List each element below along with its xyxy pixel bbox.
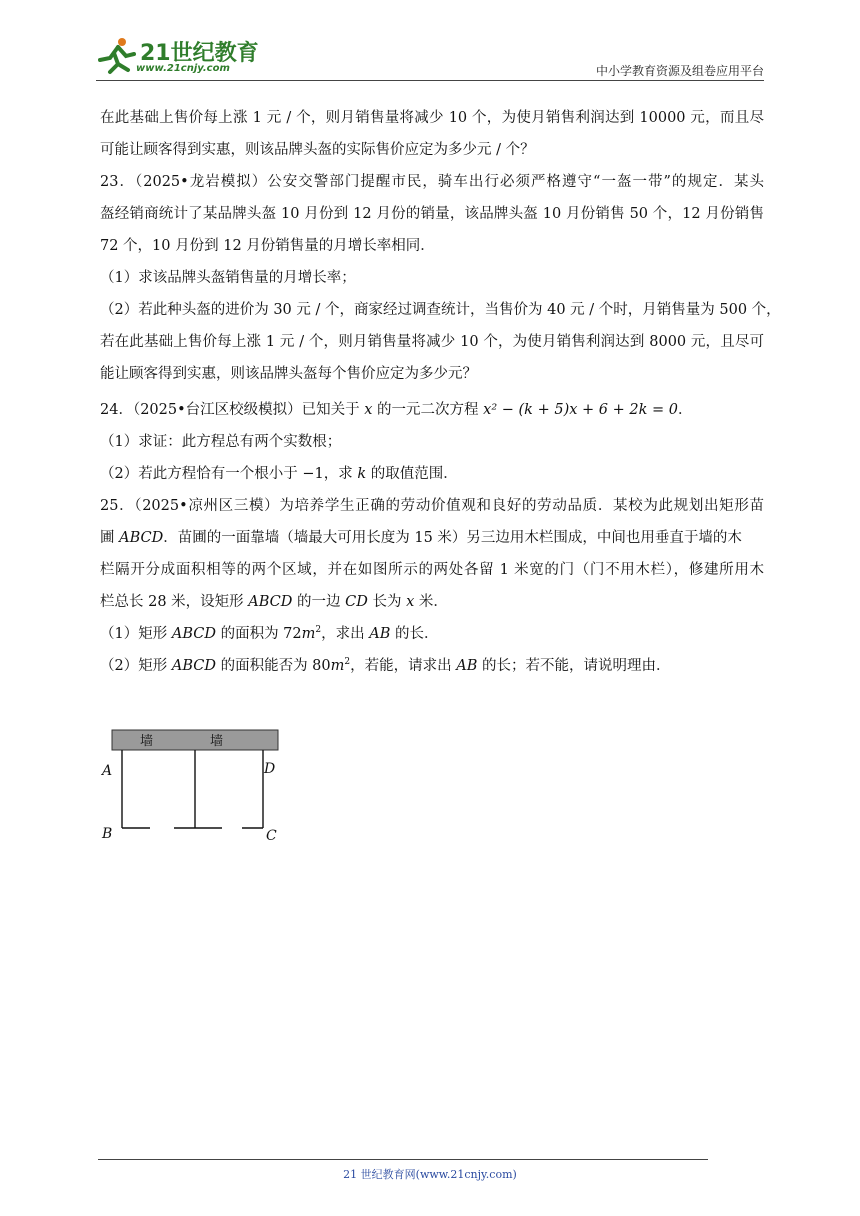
wall-bar — [112, 730, 278, 750]
question-25-line — [100, 522, 764, 554]
q25-text: （1）矩形 — [100, 626, 172, 642]
document-body — [100, 102, 781, 682]
q24-p2-text: （2）若此方程恰有一个根小于 −1，求 — [100, 466, 358, 482]
q25-text: 的长；若不能，请说明理由． — [477, 658, 671, 674]
var-abcd: ABCD — [248, 594, 293, 610]
footer-divider — [98, 1159, 708, 1160]
q25-text: ，求出 — [321, 626, 370, 642]
question-25-part-2 — [100, 650, 764, 682]
superscript-2: 2 — [315, 625, 322, 635]
question-25-line — [100, 586, 764, 618]
label-a: A — [102, 763, 113, 779]
question-24-stem — [100, 394, 764, 426]
wall-label: 墙 — [140, 734, 154, 749]
logo-title: 21世纪教育 — [140, 41, 259, 66]
footer-link[interactable]: 21 世纪教育网(www.21cnjy.com) — [343, 1168, 517, 1181]
question-24-part-1: （1）求证：此方程总有两个实数根； — [100, 434, 342, 450]
runner-icon — [96, 36, 140, 76]
q25-text: 的长． — [390, 626, 439, 642]
q25-text: ，若能，请求出 — [350, 658, 457, 674]
q25-text: 的一边 — [292, 594, 346, 610]
label-b: B — [102, 826, 113, 842]
text-line: 可能让顾客得到实惠，则该品牌头盔的实际售价应定为多少元 / 个？ — [100, 142, 535, 158]
brand-logo[interactable] — [96, 34, 266, 78]
q25-text: 长为 — [367, 594, 407, 610]
unit-m: m — [301, 626, 316, 642]
var-x: x — [364, 402, 373, 418]
question-23-line: 72 个，10 月份到 12 月份销售量的月增长率相同． — [100, 238, 435, 254]
header-platform-name: 中小学教育资源及组卷应用平台 — [595, 64, 764, 78]
superscript-2: 2 — [344, 657, 351, 667]
header-divider — [96, 80, 764, 81]
var-abcd: ABCD — [171, 626, 216, 642]
text-line: 在此基础上售价每上涨 1 元 / 个，则月销售量将减少 10 个，为使月销售利润达到 10000 元，而且尽 — [100, 110, 764, 126]
logo-url: www.21cnjy.com — [136, 63, 230, 74]
var-abcd: ABCD — [119, 530, 164, 546]
question-23-part-1: （1）求该品牌头盔销售量的月增长率； — [100, 270, 356, 286]
q24-prefix: 24．（2025•台江区校级模拟）已知关于 — [100, 402, 365, 418]
question-25-line: 25．（2025•凉州区三模）为培养学生正确的劳动价值观和良好的劳动品质．某校为此规划出矩形苗 — [100, 498, 764, 514]
question-24-part-2 — [100, 458, 764, 490]
var-x: x — [406, 594, 415, 610]
question-23-part-2: 能让顾客得到实惠，则该品牌头盔每个售价应定为多少元？ — [100, 366, 477, 382]
label-c: C — [266, 828, 277, 844]
q24-end: ． — [677, 402, 693, 418]
var-ab: AB — [456, 658, 478, 674]
q25-text: ．苗圃的一面靠墙（墙最大可用长度为 15 米）另三边用木栏围成，中间也用垂直于墙的木 — [163, 530, 742, 546]
question-25-part-1 — [100, 618, 764, 650]
q25-text: 米． — [414, 594, 448, 610]
q25-text: 的面积能否为 80 — [215, 658, 331, 674]
q25-text: 的面积为 72 — [215, 626, 302, 642]
var-ab: AB — [369, 626, 391, 642]
q24-mid: 的一元二次方程 — [372, 402, 484, 418]
garden-figure — [100, 728, 290, 846]
wall-label: 墙 — [210, 734, 224, 749]
q24-p2-text: 的取值范围． — [366, 466, 458, 482]
q25-text: 圃 — [100, 530, 120, 546]
label-d: D — [264, 761, 276, 777]
question-23-part-2: 若在此基础上售价每上涨 1 元 / 个，则月销售量将减少 10 个，为使月销售利润达到 8000 元，且尽可 — [100, 334, 764, 350]
unit-m: m — [330, 658, 345, 674]
question-25-line: 栏隔开分成面积相等的两个区域，并在如图所示的两处各留 1 米宽的门（门不用木栏），修建所用木 — [100, 562, 764, 578]
question-23-part-2: （2）若此种头盔的进价为 30 元 / 个，商家经过调查统计，当售价为 40 元 / 个时，月销售量为 500 个， — [100, 302, 781, 318]
q25-text: （2）矩形 — [100, 658, 172, 674]
question-23-line: 盔经销商统计了某品牌头盔 10 月份到 12 月份的销量，该品牌头盔 10 月份销售 50 个，12 月份销售 — [100, 206, 764, 222]
var-k: k — [357, 466, 367, 482]
garden-diagram — [100, 728, 290, 846]
quadratic-equation: x² − (k + 5)x + 6 + 2k = 0 — [483, 402, 678, 418]
page-header — [96, 34, 764, 80]
var-abcd: ABCD — [171, 658, 216, 674]
var-cd: CD — [345, 594, 368, 610]
question-23-line: 23．（2025•龙岩模拟）公安交警部门提醒市民，骑车出行必须严格遵守“一盔一带”的规定．某头 — [100, 174, 764, 190]
q25-text: 栏总长 28 米，设矩形 — [100, 594, 249, 610]
